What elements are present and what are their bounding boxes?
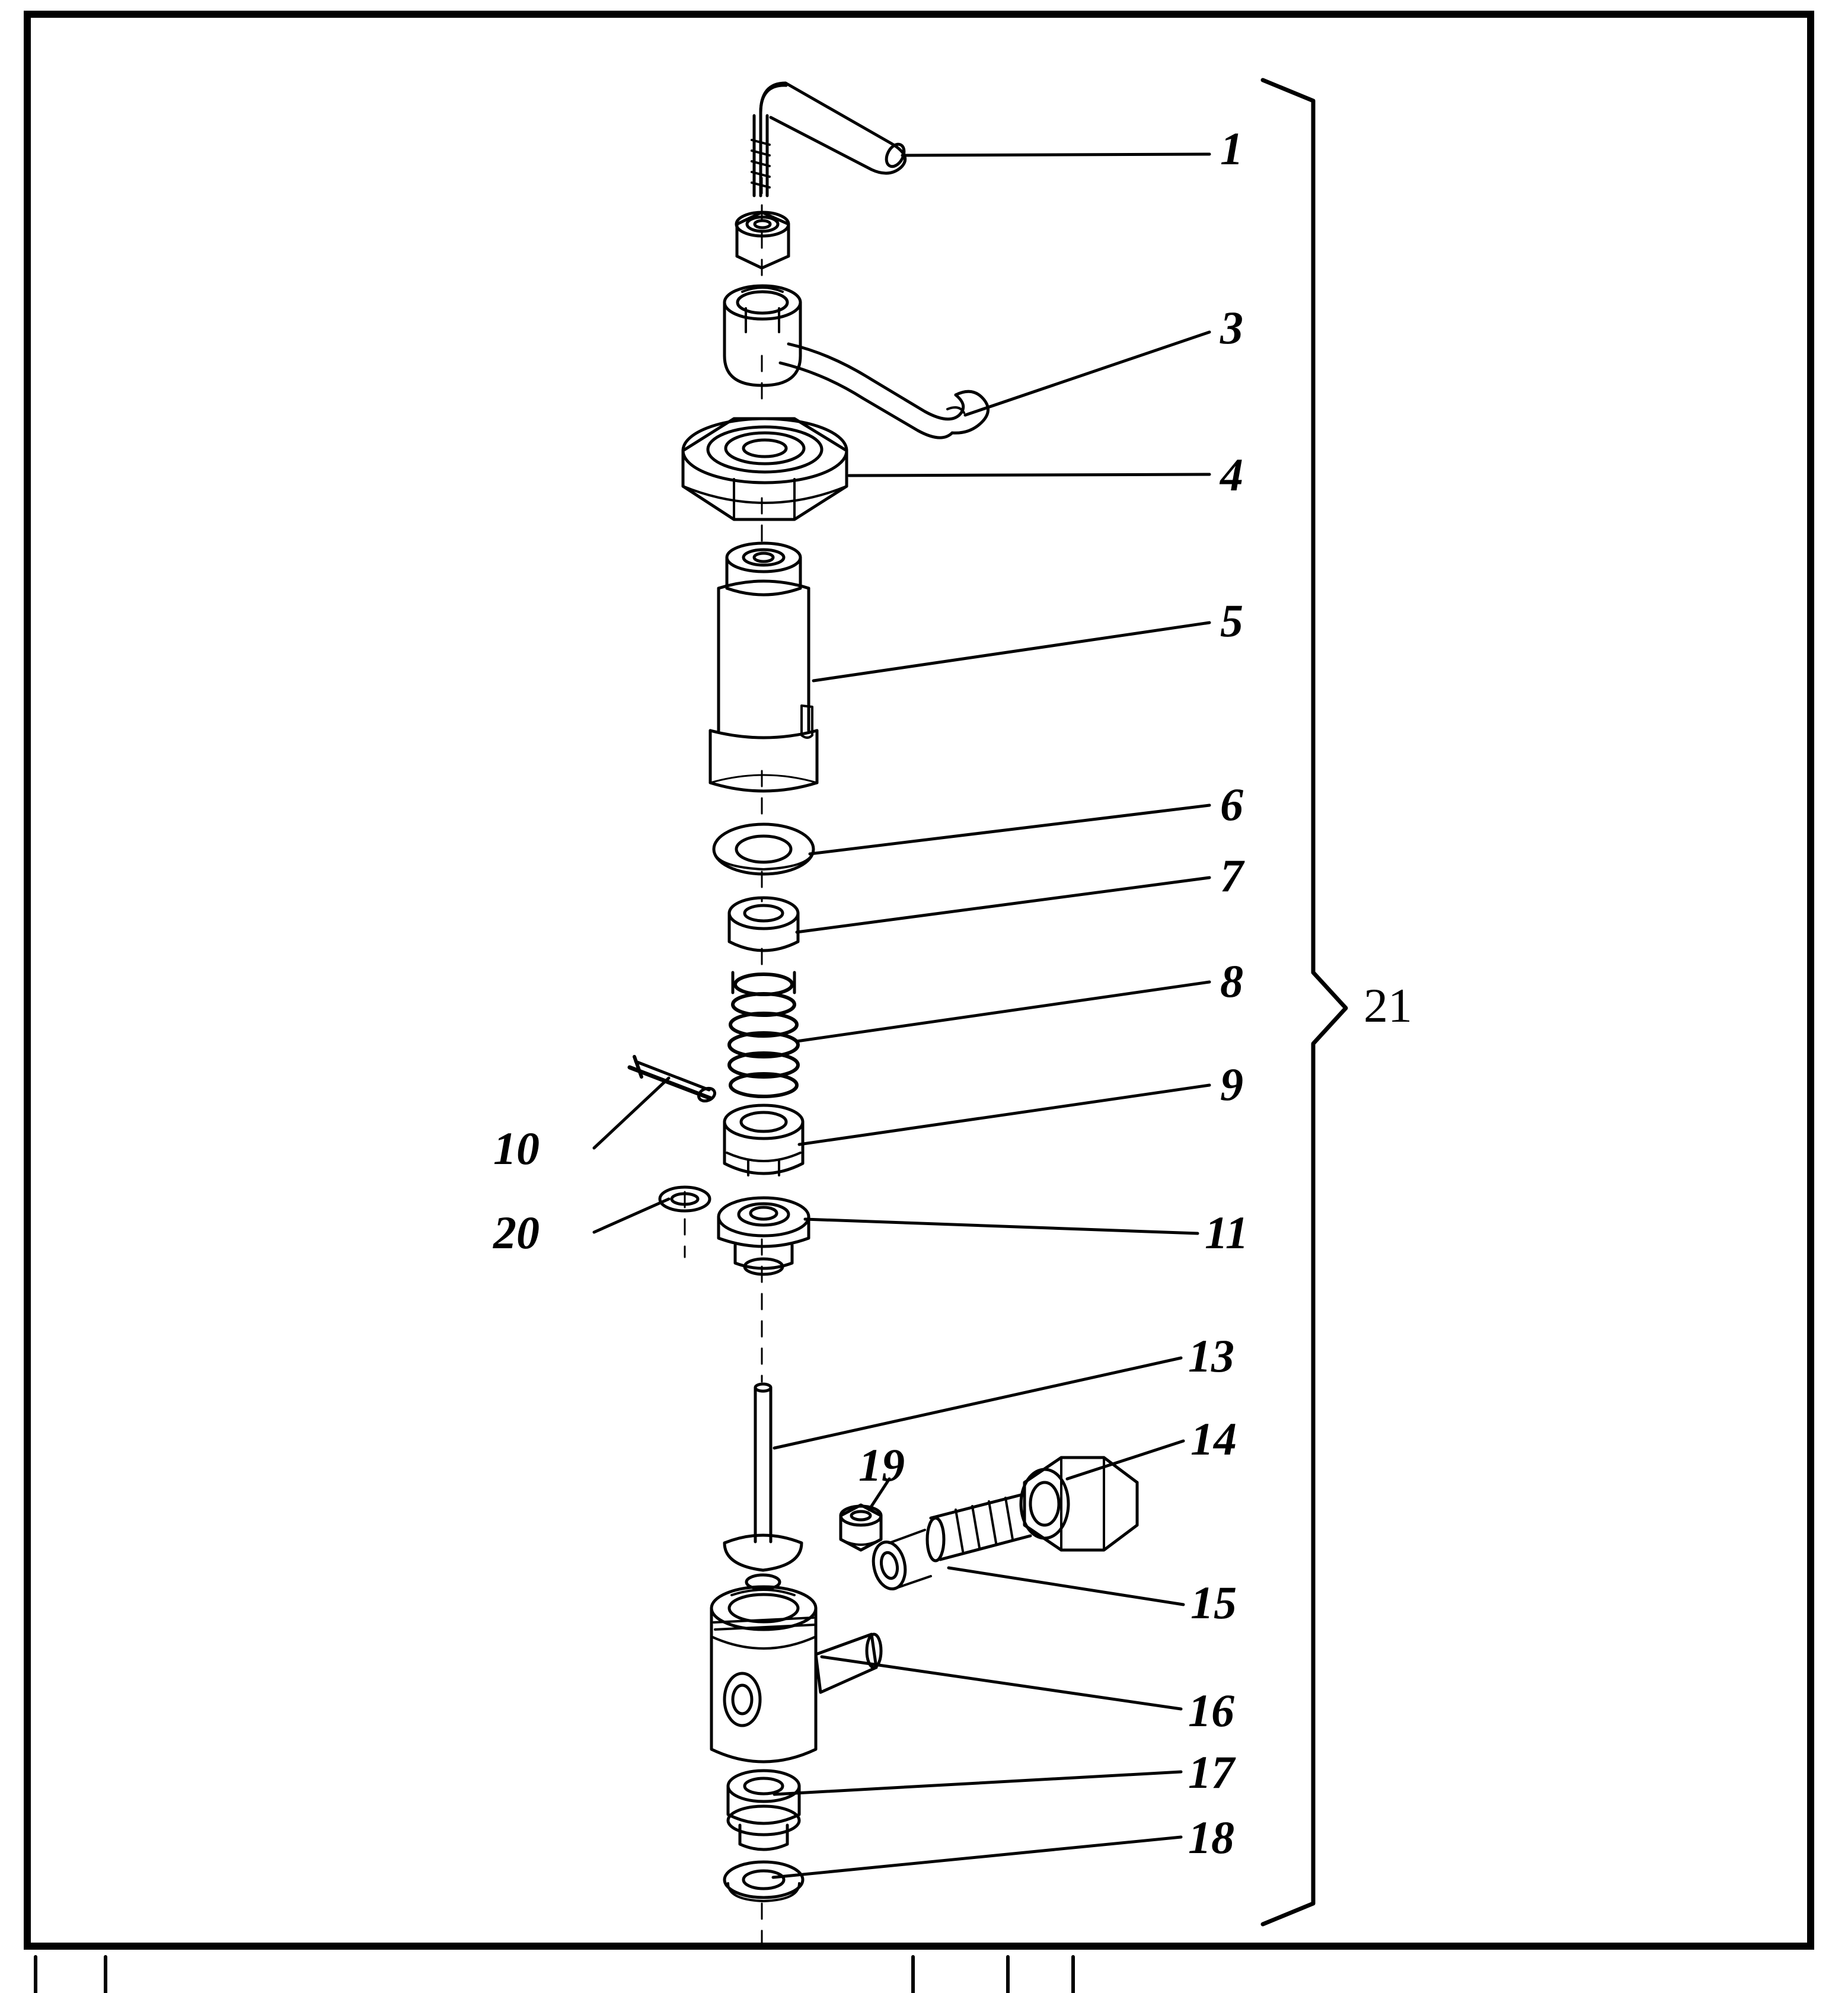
callout-label-4: 4 — [1220, 449, 1243, 500]
callout-label-1: 1 — [1220, 123, 1243, 174]
callout-label-16: 16 — [1188, 1685, 1234, 1736]
callout-label-13: 13 — [1188, 1330, 1234, 1382]
callout-label-10: 10 — [493, 1123, 540, 1174]
callout-label-8: 8 — [1220, 955, 1243, 1007]
callout-label-6: 6 — [1220, 779, 1243, 830]
callout-label-11: 11 — [1205, 1207, 1249, 1258]
callout-label-19: 19 — [858, 1439, 905, 1491]
callout-label-20: 20 — [493, 1207, 540, 1258]
callout-label-5: 5 — [1220, 595, 1243, 646]
callout-label-17: 17 — [1188, 1746, 1234, 1798]
callout-label-7: 7 — [1220, 850, 1243, 901]
group-bracket-label-21: 21 — [1364, 978, 1412, 1032]
callout-label-15: 15 — [1190, 1577, 1237, 1628]
callout-label-9: 9 — [1220, 1058, 1243, 1110]
callout-label-3: 3 — [1220, 302, 1243, 353]
callout-label-18: 18 — [1188, 1812, 1234, 1863]
diagram-frame — [24, 11, 1814, 1950]
callout-label-14: 14 — [1190, 1413, 1237, 1465]
